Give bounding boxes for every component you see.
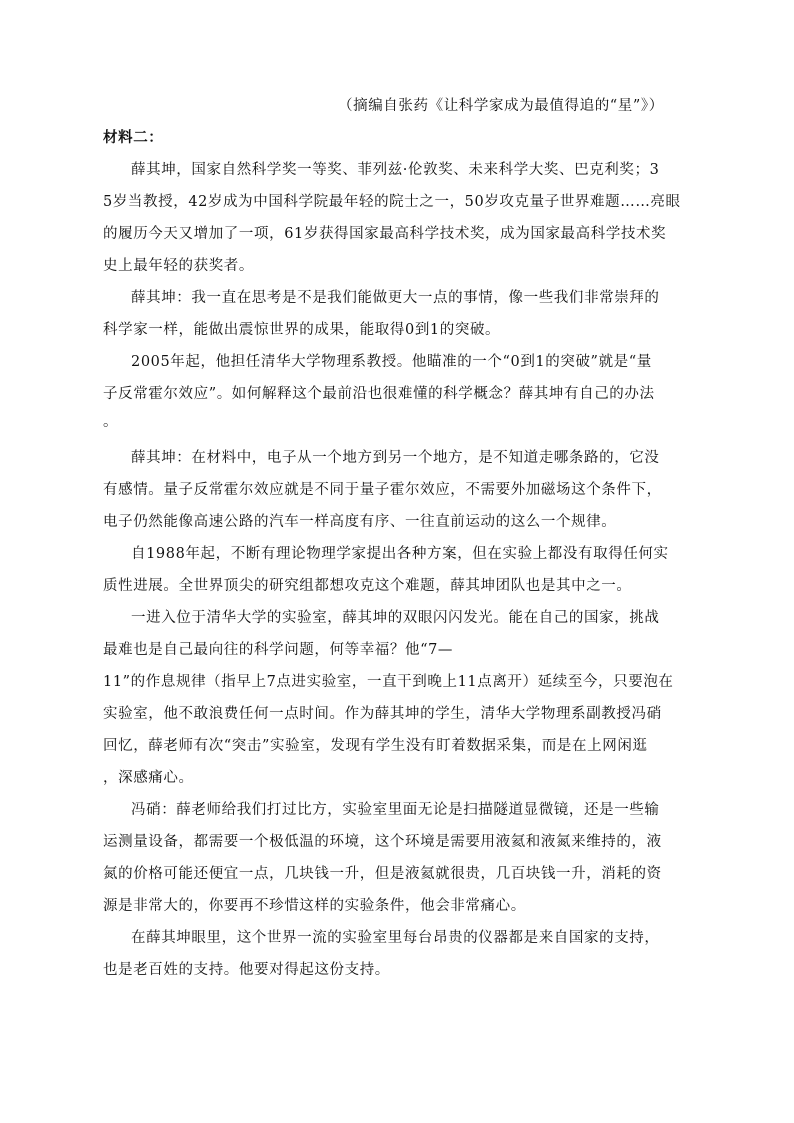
paragraph-line: 2005年起，他担任清华大学物理系教授。他瞄准的一个“0到1的突破”就是“量	[131, 354, 652, 370]
paragraph-line: 子反常霍尔效应”。如何解释这个最前沿也很难懂的科学概念？薛其坤有自己的办法	[103, 386, 655, 402]
paragraph-line: 的履历今天又增加了一项，61岁获得国家最高科学技术奖，成为国家最高科学技术奖	[103, 226, 667, 242]
paragraph-line: 。	[103, 414, 119, 430]
section-heading: 材料二：	[103, 129, 164, 146]
paragraph-line: 薛其坤：在材料中，电子从一个地方到另一个地方，是不知道走哪条路的，它没	[131, 450, 660, 466]
paragraph-line: 实验室，他不敢浪费任何一点时间。作为薛其坤的学生，清华大学物理系副教授冯硝	[103, 706, 662, 722]
paragraph-line: 最难也是自己最向往的科学问题，何等幸福？他“7—	[103, 642, 454, 658]
paragraph-line: 回忆，薛老师有次“突击”实验室，发现有学生没有盯着数据采集，而是在上网闲逛	[103, 738, 648, 754]
paragraph-line: 电子仍然能像高速公路的汽车一样高度有序、一往直前运动的这么一个规律。	[103, 514, 617, 530]
paragraph-line: 质性进展。全世界顶尖的研究组都想攻克这个难题，薛其坤团队也是其中之一。	[103, 578, 632, 594]
paragraph-line: 有感情。量子反常霍尔效应就是不同于量子霍尔效应，不需要外加磁场这个条件下，	[103, 482, 662, 498]
paragraph-line: 史上最年轻的获奖者。	[103, 258, 254, 274]
paragraph-line: 自1988年起，不断有理论物理学家提出各种方案，但在实验上都没有取得任何实	[131, 546, 669, 562]
paragraph-line: 在薛其坤眼里，这个世界一流的实验室里每台昂贵的仪器都是来自国家的支持，	[131, 930, 660, 946]
paragraph-line: 薛其坤：我一直在思考是不是我们能做更大一点的事情，像一些我们非常崇拜的	[131, 290, 660, 306]
source-citation: （摘编自张药《让科学家成为最值得追的“星”》）	[338, 98, 664, 114]
paragraph-line: 也是老百姓的支持。他要对得起这份支持。	[103, 962, 390, 978]
paragraph-line: 5岁当教授，42岁成为中国科学院最年轻的院士之一，50岁攻克量子世界难题……亮眼	[103, 194, 681, 210]
paragraph-line: 11”的作息规律（指早上7点进实验室，一直干到晚上11点离开）延续至今，只要泡在	[103, 674, 674, 690]
paragraph-line: 运测量设备，都需要一个极低温的环境，这个环境是需要用液氦和液氮来维持的，液	[103, 834, 662, 850]
paragraph-line: 薛其坤，国家自然科学奖一等奖、菲列兹·伦敦奖、未来科学大奖、巴克利奖；3	[131, 162, 660, 178]
paragraph-line: 氮的价格可能还便宜一点，几块钱一升，但是液氦就很贵，几百块钱一升，消耗的资	[103, 866, 662, 882]
paragraph-line: 科学家一样，能做出震惊世界的成果，能取得0到1的突破。	[103, 322, 501, 338]
paragraph-line: 一进入位于清华大学的实验室，薛其坤的双眼闪闪发光。能在自己的国家，挑战	[131, 610, 660, 626]
paragraph-line: 冯硝：薛老师给我们打过比方，实验室里面无论是扫描隧道显微镜，还是一些输	[131, 802, 660, 818]
paragraph-line: 源是非常大的，你要再不珍惜这样的实验条件，他会非常痛心。	[103, 898, 526, 914]
paragraph-line: ，深感痛心。	[103, 770, 194, 786]
